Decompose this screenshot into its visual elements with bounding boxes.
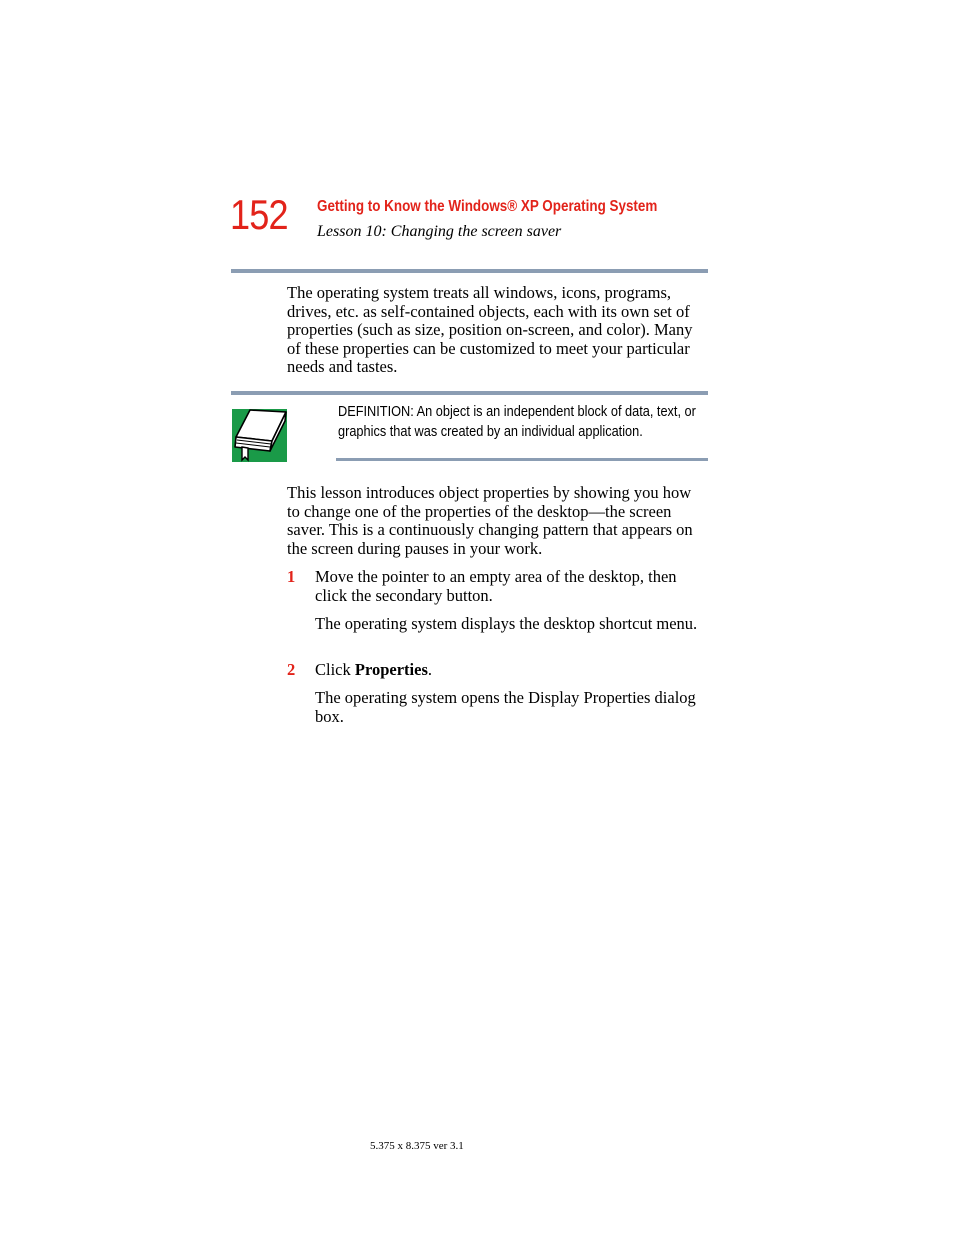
- step-result: The operating system opens the Display Properties dialog box.: [315, 688, 696, 726]
- lesson-intro-paragraph: This lesson introduces object properties by showing you how to change one of the properties of the desktop—the screen saver. This is a continuously changing pattern that appears on the screen during pauses in your work.: [287, 483, 693, 558]
- step-number: 1: [287, 567, 296, 586]
- step-instruction: Move the pointer to an empty area of the desktop, then click the secondary button.: [315, 567, 677, 605]
- book-icon: [232, 407, 288, 463]
- footer-version: 5.375 x 8.375 ver 3.1: [370, 1140, 464, 1152]
- step-instruction-prefix: Click: [315, 660, 355, 679]
- header-divider: [231, 269, 708, 273]
- properties-term: Properties: [354, 660, 428, 679]
- intro-paragraph: The operating system treats all windows, icons, programs, drives, etc. as self-contained objects, each with its own set of properties (such as size, position on-screen, and color). Many of these properties can be customized to meet your particular needs and tastes.: [287, 283, 693, 377]
- step-result: The operating system displays the desktop shortcut menu.: [315, 614, 698, 633]
- lesson-title: Lesson 10: Changing the screen saver: [317, 223, 562, 240]
- definition-top-divider: [231, 391, 708, 395]
- step-number: 2: [287, 660, 296, 679]
- step-instruction-suffix: .: [427, 660, 433, 679]
- definition-bottom-divider: [336, 458, 708, 461]
- definition-note: DEFINITION: An object is an independent block of data, text, or graphics that was created by an individual application.: [338, 403, 696, 440]
- page-number: 152: [230, 191, 288, 238]
- step-instruction: [315, 661, 708, 680]
- chapter-title: Getting to Know the Windows® XP Operating System: [317, 198, 658, 215]
